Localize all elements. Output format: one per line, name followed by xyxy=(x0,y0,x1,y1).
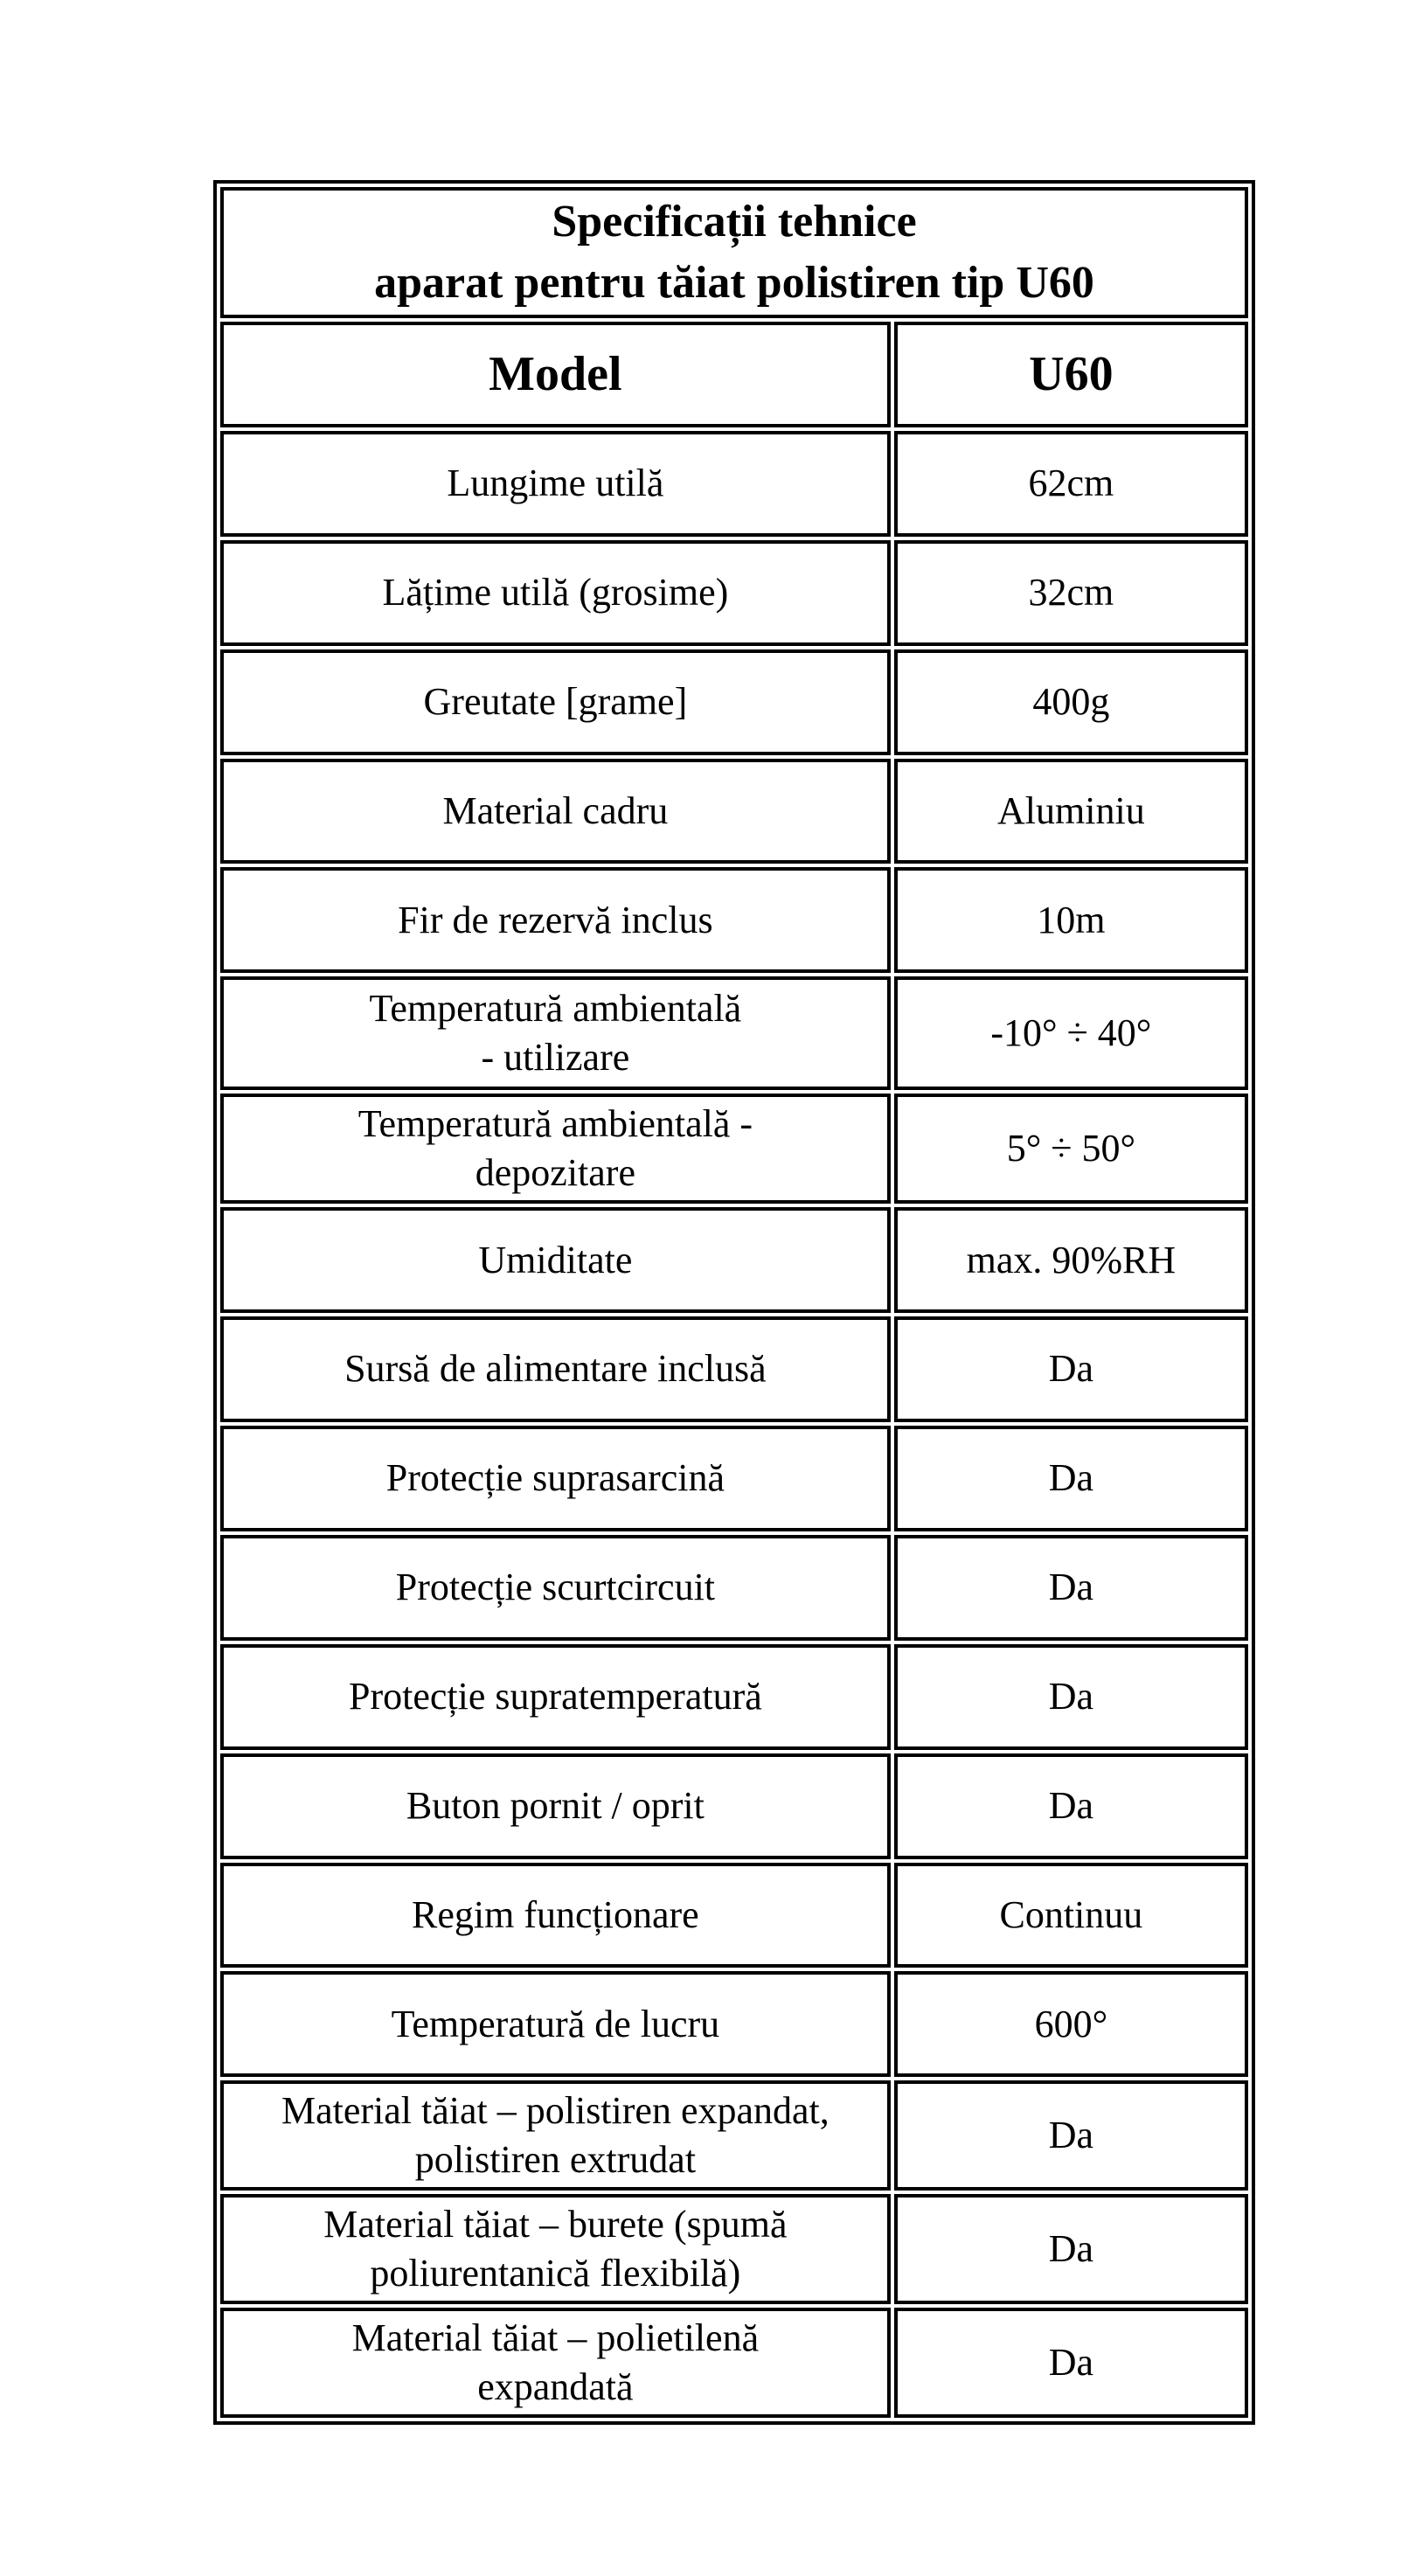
spec-value: Da xyxy=(894,1426,1248,1531)
spec-table xyxy=(213,180,1255,2425)
spec-label xyxy=(220,867,891,973)
spec-label-line: Protecție supratemperatură xyxy=(348,1675,762,1718)
table-row xyxy=(220,1316,1248,1422)
spec-value: Aluminiu xyxy=(894,759,1248,864)
spec-label-line: Sursă de alimentare inclusă xyxy=(344,1347,767,1391)
spec-value: 10m xyxy=(894,867,1248,973)
spec-label-line: Temperatură de lucru xyxy=(391,2002,720,2045)
spec-value: Da xyxy=(894,1644,1248,1750)
spec-value: Da xyxy=(894,2194,1248,2304)
spec-value: 400g xyxy=(894,649,1248,755)
spec-label-line: Temperatură ambientală - xyxy=(357,1102,753,1146)
spec-label-line: expandată xyxy=(477,2365,634,2409)
spec-value: 62cm xyxy=(894,431,1248,537)
table-row xyxy=(220,1426,1248,1531)
table-title-line-1: Specificații tehnice xyxy=(552,196,917,246)
spec-value: Da xyxy=(894,2080,1248,2191)
spec-label xyxy=(220,540,891,646)
spec-label xyxy=(220,1535,891,1641)
spec-label-line: Greutate [grame] xyxy=(423,680,688,724)
table-row xyxy=(220,649,1248,755)
spec-label-line: Material tăiat – burete (spumă xyxy=(323,2203,788,2246)
table-header-row xyxy=(220,322,1248,427)
header-u60: U60 xyxy=(894,322,1248,427)
spec-label-line: Material cadru xyxy=(442,788,669,832)
table-row xyxy=(220,431,1248,537)
spec-table-grid xyxy=(220,187,1248,2418)
spec-label xyxy=(220,1207,891,1313)
table-row xyxy=(220,759,1248,864)
table-row xyxy=(220,1863,1248,1968)
table-row xyxy=(220,2194,1248,2304)
spec-label-line: Regim funcționare xyxy=(412,1893,699,1936)
spec-value: 600° xyxy=(894,1971,1248,2077)
spec-label-line: Umiditate xyxy=(478,1238,633,1281)
spec-value: 5° ÷ 50° xyxy=(894,1094,1248,1204)
table-row xyxy=(220,1644,1248,1750)
spec-label xyxy=(220,976,891,1090)
table-row xyxy=(220,1535,1248,1641)
spec-label xyxy=(220,2194,891,2304)
spec-label xyxy=(220,1094,891,1204)
table-row xyxy=(220,867,1248,973)
spec-label-line: Buton pornit / oprit xyxy=(406,1784,705,1828)
spec-label xyxy=(220,1316,891,1422)
table-row xyxy=(220,1094,1248,1204)
table-title-line-2: aparat pentru tăiat polistiren tip U60 xyxy=(374,257,1094,308)
spec-label xyxy=(220,759,891,864)
spec-label xyxy=(220,649,891,755)
table-row xyxy=(220,1207,1248,1313)
table-row xyxy=(220,2308,1248,2418)
spec-value: Da xyxy=(894,1535,1248,1641)
spec-label-line: Fir de rezervă inclus xyxy=(398,898,713,941)
spec-value: Da xyxy=(894,2308,1248,2418)
header-model: Model xyxy=(220,322,891,427)
spec-label xyxy=(220,1426,891,1531)
spec-label xyxy=(220,1644,891,1750)
spec-label xyxy=(220,431,891,537)
spec-label xyxy=(220,1863,891,1968)
spec-value: 32cm xyxy=(894,540,1248,646)
spec-label-line: polistiren extrudat xyxy=(414,2138,697,2182)
spec-label-line: Protecție scurtcircuit xyxy=(395,1566,716,1609)
table-row xyxy=(220,976,1248,1090)
table-row xyxy=(220,2080,1248,2191)
spec-label xyxy=(220,2308,891,2418)
spec-label-line: Protecție suprasarcină xyxy=(385,1456,725,1500)
spec-label xyxy=(220,1971,891,2077)
spec-label-line: poliurentanică flexibilă) xyxy=(370,2252,741,2295)
spec-label-line: Material tăiat – polietilenă xyxy=(351,2316,760,2360)
table-title xyxy=(220,187,1248,318)
spec-label-line: Temperatură ambientală xyxy=(369,987,742,1031)
table-row xyxy=(220,1971,1248,2077)
spec-label-line: depozitare xyxy=(475,1151,635,1195)
spec-value: Continuu xyxy=(894,1863,1248,1968)
spec-label-line: Lățime utilă (grosime) xyxy=(382,571,729,614)
spec-label xyxy=(220,1753,891,1859)
table-row xyxy=(220,1753,1248,1859)
spec-value: max. 90%RH xyxy=(894,1207,1248,1313)
spec-value: -10° ÷ 40° xyxy=(894,976,1248,1090)
spec-label-line: Lungime utilă xyxy=(447,462,664,505)
table-row xyxy=(220,540,1248,646)
spec-value: Da xyxy=(894,1753,1248,1859)
spec-label xyxy=(220,2080,891,2191)
spec-label-line: - utilizare xyxy=(481,1036,630,1080)
spec-value: Da xyxy=(894,1316,1248,1422)
spec-label-line: Material tăiat – polistiren expandat, xyxy=(281,2089,830,2133)
